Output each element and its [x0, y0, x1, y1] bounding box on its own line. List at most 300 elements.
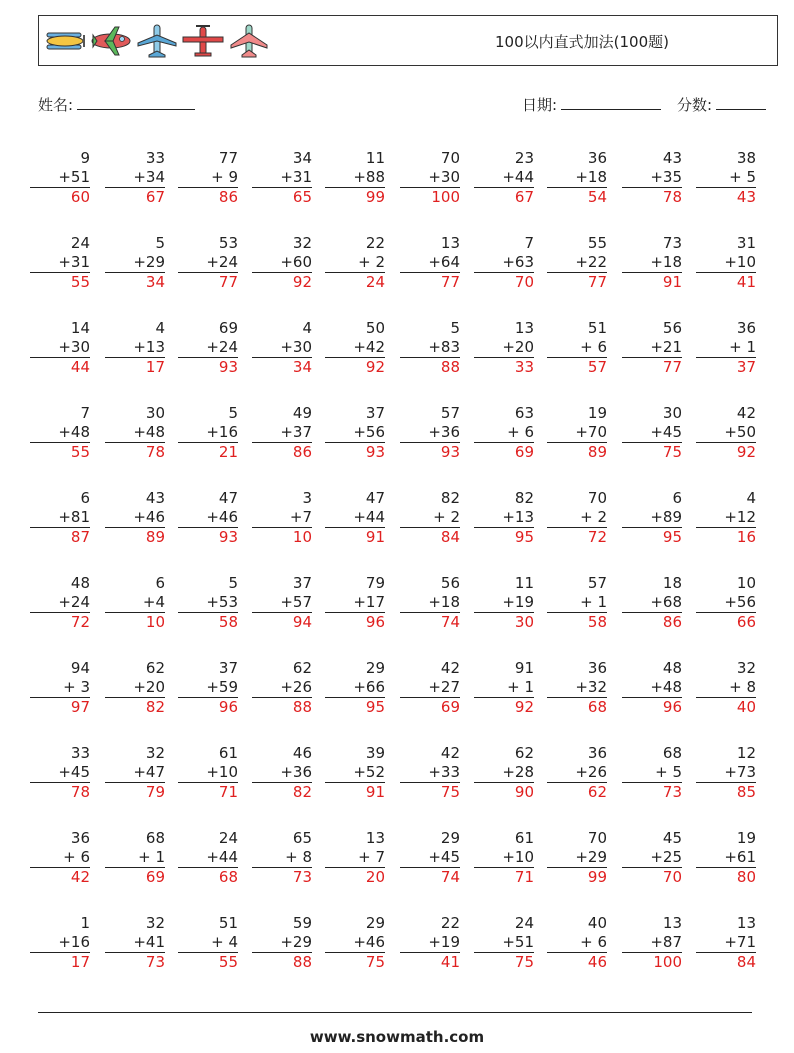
second-addend: +52: [325, 763, 385, 783]
second-addend: + 8: [252, 848, 312, 868]
answer: 91: [662, 273, 682, 291]
first-addend: 37: [292, 574, 312, 592]
first-addend: 13: [662, 914, 682, 932]
answer: 62: [587, 783, 607, 801]
problem-item: [622, 744, 682, 802]
answer: 73: [662, 783, 682, 801]
second-addend: +30: [252, 338, 312, 358]
cartoon-plane-icon: [89, 23, 133, 59]
problem-item: [474, 234, 534, 292]
jet-plane-icon: [227, 23, 271, 59]
second-addend: +46: [178, 508, 238, 528]
answer: 20: [365, 868, 385, 886]
answer: 55: [218, 953, 238, 971]
problem-item: [252, 829, 312, 887]
second-addend: +45: [622, 423, 682, 443]
answer: 67: [514, 188, 534, 206]
problem-item: [105, 574, 165, 632]
name-label: 姓名:: [38, 96, 74, 114]
second-addend: +66: [325, 678, 385, 698]
second-addend: +29: [252, 933, 312, 953]
problem-item: [105, 659, 165, 717]
answer: 72: [587, 528, 607, 546]
problem-item: [400, 234, 460, 292]
answer: 89: [587, 443, 607, 461]
answer: 68: [587, 698, 607, 716]
footer-divider: [38, 1012, 752, 1013]
second-addend: +12: [696, 508, 756, 528]
answer: 99: [365, 188, 385, 206]
answer: 78: [145, 443, 165, 461]
answer: 92: [292, 273, 312, 291]
second-addend: +28: [474, 763, 534, 783]
answer: 93: [218, 358, 238, 376]
answer: 88: [440, 358, 460, 376]
answer: 94: [292, 613, 312, 631]
problem-item: [547, 234, 607, 292]
second-addend: +30: [400, 168, 460, 188]
answer: 55: [70, 273, 90, 291]
first-addend: 36: [587, 149, 607, 167]
second-addend: +83: [400, 338, 460, 358]
answer: 69: [440, 698, 460, 716]
answer: 70: [662, 868, 682, 886]
first-addend: 62: [514, 744, 534, 762]
problem-item: [178, 659, 238, 717]
answer: 46: [587, 953, 607, 971]
problem-item: [30, 234, 90, 292]
first-addend: 7: [524, 234, 534, 252]
answer: 33: [514, 358, 534, 376]
problem-item: [105, 829, 165, 887]
answer: 87: [70, 528, 90, 546]
first-addend: 39: [365, 744, 385, 762]
problem-item: [547, 404, 607, 462]
second-addend: +7: [252, 508, 312, 528]
answer: 21: [218, 443, 238, 461]
answer: 24: [365, 273, 385, 291]
first-addend: 56: [662, 319, 682, 337]
answer: 44: [70, 358, 90, 376]
problem-item: [30, 319, 90, 377]
worksheet-title: 100以内直式加法(100题): [495, 33, 669, 51]
first-addend: 32: [145, 744, 165, 762]
second-addend: +24: [178, 253, 238, 273]
problem-item: [325, 489, 385, 547]
answer: 10: [145, 613, 165, 631]
answer: 69: [514, 443, 534, 461]
second-addend: +44: [325, 508, 385, 528]
second-addend: +60: [252, 253, 312, 273]
answer: 40: [736, 698, 756, 716]
first-addend: 5: [155, 234, 165, 252]
answer: 17: [145, 358, 165, 376]
first-addend: 43: [145, 489, 165, 507]
answer: 37: [736, 358, 756, 376]
second-addend: +10: [178, 763, 238, 783]
answer: 74: [440, 868, 460, 886]
second-addend: +53: [178, 593, 238, 613]
problem-item: [622, 404, 682, 462]
answer: 77: [662, 358, 682, 376]
score-field[interactable]: [677, 93, 766, 115]
problem-item: [30, 404, 90, 462]
first-addend: 82: [514, 489, 534, 507]
second-addend: +13: [105, 338, 165, 358]
answer: 17: [70, 953, 90, 971]
answer: 42: [70, 868, 90, 886]
second-addend: +59: [178, 678, 238, 698]
first-addend: 32: [145, 914, 165, 932]
problem-item: [474, 659, 534, 717]
answer: 77: [218, 273, 238, 291]
second-addend: + 2: [325, 253, 385, 273]
first-addend: 4: [746, 489, 756, 507]
problem-item: [696, 319, 756, 377]
second-addend: +81: [30, 508, 90, 528]
problem-item: [178, 744, 238, 802]
second-addend: + 1: [105, 848, 165, 868]
problem-item: [252, 234, 312, 292]
problem-item: [474, 404, 534, 462]
second-addend: +13: [474, 508, 534, 528]
first-addend: 5: [450, 319, 460, 337]
problem-item: [696, 744, 756, 802]
second-addend: +18: [622, 253, 682, 273]
problem-item: [325, 829, 385, 887]
answer: 84: [440, 528, 460, 546]
first-addend: 37: [218, 659, 238, 677]
second-addend: + 8: [696, 678, 756, 698]
answer: 90: [514, 783, 534, 801]
first-addend: 36: [736, 319, 756, 337]
answer: 85: [736, 783, 756, 801]
second-addend: +45: [30, 763, 90, 783]
first-addend: 59: [292, 914, 312, 932]
red-propeller-plane-icon: [181, 23, 225, 59]
date-label: 日期:: [522, 96, 558, 114]
second-addend: +24: [30, 593, 90, 613]
problem-item: [622, 489, 682, 547]
answer: 75: [440, 783, 460, 801]
first-addend: 29: [365, 659, 385, 677]
second-addend: +41: [105, 933, 165, 953]
problem-item: [178, 234, 238, 292]
problem-item: [400, 914, 460, 972]
name-blank[interactable]: [77, 93, 195, 110]
score-blank[interactable]: [716, 93, 766, 110]
second-addend: +19: [474, 593, 534, 613]
answer: 71: [218, 783, 238, 801]
second-addend: + 6: [547, 933, 607, 953]
first-addend: 31: [736, 234, 756, 252]
second-addend: +36: [252, 763, 312, 783]
problem-item: [547, 744, 607, 802]
first-addend: 49: [292, 404, 312, 422]
answer: 84: [736, 953, 756, 971]
first-addend: 57: [587, 574, 607, 592]
answer: 60: [70, 188, 90, 206]
first-addend: 48: [70, 574, 90, 592]
problem-item: [105, 489, 165, 547]
problem-item: [252, 744, 312, 802]
first-addend: 53: [218, 234, 238, 252]
first-addend: 73: [662, 234, 682, 252]
problem-item: [400, 404, 460, 462]
problem-item: [474, 744, 534, 802]
second-addend: +18: [400, 593, 460, 613]
problem-item: [696, 489, 756, 547]
answer: 95: [365, 698, 385, 716]
problem-item: [325, 659, 385, 717]
second-addend: +48: [622, 678, 682, 698]
answer: 65: [292, 188, 312, 206]
answer: 57: [587, 358, 607, 376]
first-addend: 42: [440, 744, 460, 762]
first-addend: 11: [365, 149, 385, 167]
second-addend: +48: [30, 423, 90, 443]
answer: 75: [514, 953, 534, 971]
problem-item: [474, 829, 534, 887]
problem-item: [400, 489, 460, 547]
answer: 75: [662, 443, 682, 461]
first-addend: 30: [145, 404, 165, 422]
date-field[interactable]: [522, 93, 661, 115]
answer: 82: [145, 698, 165, 716]
answer: 91: [365, 528, 385, 546]
problem-item: [252, 659, 312, 717]
answer: 66: [736, 613, 756, 631]
answer: 72: [70, 613, 90, 631]
second-addend: + 3: [30, 678, 90, 698]
problem-item: [105, 319, 165, 377]
problem-item: [696, 404, 756, 462]
problem-item: [400, 744, 460, 802]
first-addend: 37: [365, 404, 385, 422]
first-addend: 22: [365, 234, 385, 252]
problem-item: [252, 404, 312, 462]
second-addend: +10: [696, 253, 756, 273]
second-addend: + 2: [547, 508, 607, 528]
answer: 75: [365, 953, 385, 971]
first-addend: 29: [365, 914, 385, 932]
second-addend: +88: [325, 168, 385, 188]
first-addend: 38: [736, 149, 756, 167]
problem-item: [325, 914, 385, 972]
answer: 34: [145, 273, 165, 291]
first-addend: 1: [80, 914, 90, 932]
first-addend: 22: [440, 914, 460, 932]
second-addend: +34: [105, 168, 165, 188]
problem-item: [252, 574, 312, 632]
problem-item: [696, 829, 756, 887]
problem-item: [30, 659, 90, 717]
second-addend: +63: [474, 253, 534, 273]
first-addend: 34: [292, 149, 312, 167]
plane-icons: [43, 20, 271, 62]
answer: 77: [587, 273, 607, 291]
first-addend: 10: [736, 574, 756, 592]
first-addend: 5: [228, 574, 238, 592]
answer: 54: [587, 188, 607, 206]
answer: 10: [292, 528, 312, 546]
second-addend: + 9: [178, 168, 238, 188]
answer: 100: [431, 188, 460, 206]
first-addend: 23: [514, 149, 534, 167]
answer: 96: [218, 698, 238, 716]
problem-item: [178, 574, 238, 632]
first-addend: 3: [302, 489, 312, 507]
problem-item: [325, 319, 385, 377]
second-addend: +27: [400, 678, 460, 698]
problem-item: [252, 149, 312, 207]
problem-item: [105, 404, 165, 462]
second-addend: +68: [622, 593, 682, 613]
answer: 68: [218, 868, 238, 886]
first-addend: 40: [587, 914, 607, 932]
problem-item: [400, 319, 460, 377]
answer: 92: [365, 358, 385, 376]
answer: 91: [365, 783, 385, 801]
second-addend: +45: [400, 848, 460, 868]
first-addend: 45: [662, 829, 682, 847]
first-addend: 62: [145, 659, 165, 677]
first-addend: 43: [662, 149, 682, 167]
problem-item: [547, 319, 607, 377]
second-addend: +57: [252, 593, 312, 613]
answer: 43: [736, 188, 756, 206]
first-addend: 13: [514, 319, 534, 337]
second-addend: +10: [474, 848, 534, 868]
problem-item: [696, 149, 756, 207]
problem-item: [696, 914, 756, 972]
problem-item: [400, 829, 460, 887]
first-addend: 19: [736, 829, 756, 847]
problem-item: [622, 574, 682, 632]
answer: 55: [70, 443, 90, 461]
problem-item: [30, 829, 90, 887]
name-field[interactable]: [38, 93, 195, 115]
answer: 74: [440, 613, 460, 631]
answer: 92: [736, 443, 756, 461]
first-addend: 11: [514, 574, 534, 592]
first-addend: 13: [365, 829, 385, 847]
second-addend: + 6: [547, 338, 607, 358]
problem-item: [30, 149, 90, 207]
second-addend: +61: [696, 848, 756, 868]
answer: 67: [145, 188, 165, 206]
answer: 99: [587, 868, 607, 886]
first-addend: 61: [514, 829, 534, 847]
first-addend: 24: [514, 914, 534, 932]
first-addend: 79: [365, 574, 385, 592]
answer: 77: [440, 273, 460, 291]
first-addend: 82: [440, 489, 460, 507]
problem-item: [474, 574, 534, 632]
answer: 71: [514, 868, 534, 886]
second-addend: + 5: [696, 168, 756, 188]
answer: 34: [292, 358, 312, 376]
second-addend: +29: [547, 848, 607, 868]
answer: 100: [653, 953, 682, 971]
second-addend: +37: [252, 423, 312, 443]
answer: 92: [514, 698, 534, 716]
problem-item: [178, 489, 238, 547]
second-addend: +26: [252, 678, 312, 698]
second-addend: +64: [400, 253, 460, 273]
second-addend: + 1: [474, 678, 534, 698]
first-addend: 48: [662, 659, 682, 677]
second-addend: +18: [547, 168, 607, 188]
first-addend: 29: [440, 829, 460, 847]
second-addend: +17: [325, 593, 385, 613]
first-addend: 91: [514, 659, 534, 677]
footer-site: www.snowmath.com: [309, 1028, 485, 1046]
problem-item: [30, 744, 90, 802]
problem-item: [178, 829, 238, 887]
answer: 58: [587, 613, 607, 631]
problem-item: [474, 149, 534, 207]
biplane-icon: [43, 23, 87, 59]
second-addend: +29: [105, 253, 165, 273]
problem-item: [178, 149, 238, 207]
second-addend: +16: [30, 933, 90, 953]
first-addend: 32: [292, 234, 312, 252]
problem-item: [696, 574, 756, 632]
first-addend: 51: [587, 319, 607, 337]
answer: 96: [365, 613, 385, 631]
answer: 16: [736, 528, 756, 546]
problem-item: [547, 914, 607, 972]
problem-item: [178, 319, 238, 377]
problem-item: [325, 234, 385, 292]
problem-item: [105, 744, 165, 802]
answer: 86: [218, 188, 238, 206]
first-addend: 19: [587, 404, 607, 422]
first-addend: 51: [218, 914, 238, 932]
first-addend: 24: [218, 829, 238, 847]
first-addend: 32: [736, 659, 756, 677]
date-blank[interactable]: [561, 93, 661, 110]
problem-item: [622, 659, 682, 717]
answer: 86: [292, 443, 312, 461]
second-addend: + 6: [30, 848, 90, 868]
second-addend: + 2: [400, 508, 460, 528]
second-addend: +30: [30, 338, 90, 358]
answer: 30: [514, 613, 534, 631]
second-addend: +56: [696, 593, 756, 613]
first-addend: 69: [218, 319, 238, 337]
first-addend: 30: [662, 404, 682, 422]
answer: 70: [514, 273, 534, 291]
answer: 88: [292, 953, 312, 971]
second-addend: +46: [105, 508, 165, 528]
answer: 97: [70, 698, 90, 716]
first-addend: 70: [440, 149, 460, 167]
problem-item: [622, 829, 682, 887]
first-addend: 14: [70, 319, 90, 337]
problem-item: [178, 404, 238, 462]
second-addend: +87: [622, 933, 682, 953]
second-addend: +51: [474, 933, 534, 953]
score-label: 分数:: [677, 96, 713, 114]
first-addend: 62: [292, 659, 312, 677]
problem-item: [622, 319, 682, 377]
second-addend: +73: [696, 763, 756, 783]
second-addend: + 1: [696, 338, 756, 358]
first-addend: 68: [662, 744, 682, 762]
second-addend: +70: [547, 423, 607, 443]
